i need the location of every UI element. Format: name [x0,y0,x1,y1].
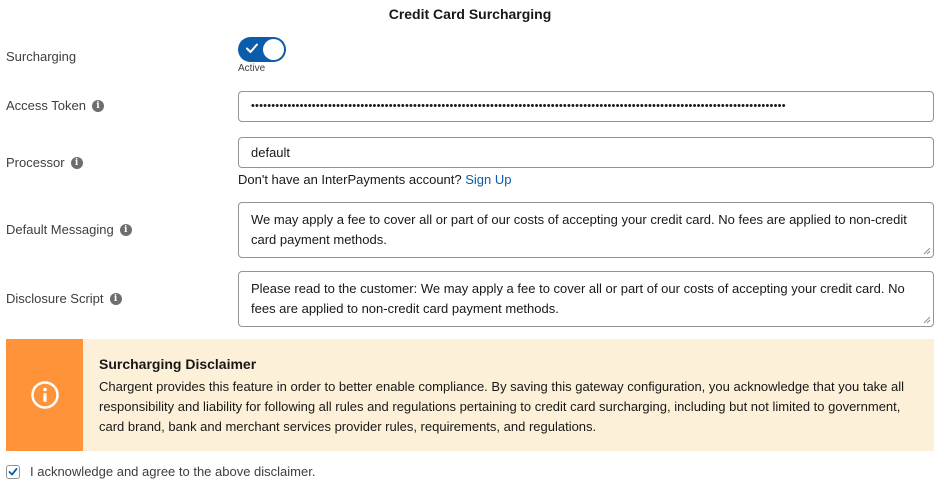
checkmark-icon [245,41,259,55]
disclosure-script-label [6,291,122,306]
resize-grip-icon[interactable] [923,247,931,255]
access-token-label-text: Access Token [6,98,86,113]
default-messaging-text: We may apply a fee to cover all or part of our costs of accepting your credit card. No fees are applied to non-credit card payment methods. [251,212,907,247]
disclaimer-text: Chargent provides this feature in order to better enable compliance. By saving this gateway configuration, you acknowledge that you take all responsibility and liability for following all rules and regulations pertaining to credit card surcharging, including but not limited to government, card brand, bank and merchant services provider rules, requirements, and regulations. [99,379,905,434]
toggle-knob [263,39,284,60]
processor-label [6,155,83,170]
checkmark-icon [8,467,18,477]
toggle-status-text: Active [238,63,266,74]
access-token-label [6,98,104,113]
disclosure-script-textarea[interactable] [238,271,934,327]
surcharging-label-text: Surcharging [6,49,77,64]
resize-grip-icon[interactable] [923,316,931,324]
acknowledgement-row[interactable] [6,464,315,479]
signup-prompt: Don't have an InterPayments account? [238,172,462,187]
default-messaging-textarea[interactable] [238,202,934,258]
surcharging-disclaimer [6,339,934,451]
signup-link[interactable]: Sign Up [465,172,512,187]
disclosure-script-label-text: Disclosure Script [6,291,104,306]
processor-label-text: Processor [6,155,65,170]
acknowledgement-label: I acknowledge and agree to the above disclaimer. [30,464,316,479]
info-icon[interactable]: i [110,293,122,305]
info-circle-icon [30,380,60,410]
processor-input[interactable]: default [238,137,934,168]
disclosure-script-text: Please read to the customer: We may apply a fee to cover all or part of our costs of accepting your credit card. No fees are applied to non-credit card payment methods. [251,281,905,316]
acknowledgement-checkbox[interactable] [6,465,20,479]
info-icon[interactable]: i [71,157,83,169]
signup-row [238,172,512,187]
page-title: Credit Card Surcharging [388,6,552,22]
disclaimer-heading: Surcharging Disclaimer [99,356,257,372]
info-icon[interactable]: i [120,224,132,236]
disclaimer-body [83,339,934,451]
surcharging-toggle[interactable] [238,37,286,62]
disclaimer-icon-panel [6,339,83,451]
default-messaging-label-text: Default Messaging [6,222,114,237]
access-token-input[interactable]: •••••••••••••••••••••••••••••••••••••••••••••••••••••••••••••••••••••••••••••••••••••••••••••••••••••••••••••••••••••••••••••••••••• [238,91,934,122]
info-icon[interactable]: i [92,100,104,112]
default-messaging-label [6,222,132,237]
surcharging-label [6,49,76,64]
